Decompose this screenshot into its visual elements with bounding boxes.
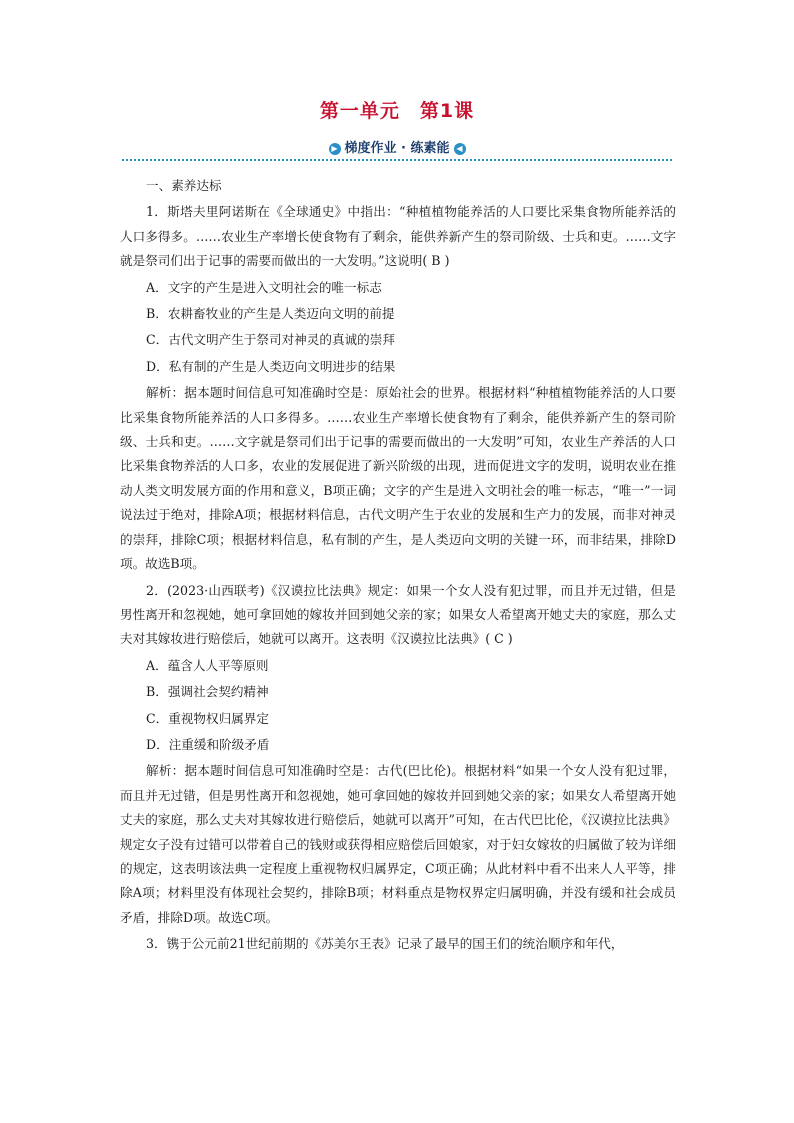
question-option: A．蕴含人人平等原则 bbox=[146, 657, 269, 673]
section-banner bbox=[122, 140, 672, 160]
document-body bbox=[120, 174, 676, 957]
question-option: C．重视物权归属界定 bbox=[146, 710, 269, 726]
section-heading: 一、素养达标 bbox=[146, 178, 222, 193]
banner-text: 梯度作业 · 练素能 bbox=[344, 141, 450, 156]
question-option: A．文字的产生是进入文明社会的唯一标志 bbox=[146, 279, 382, 295]
question-option: D．私有制的产生是人类迈向文明进步的结果 bbox=[146, 358, 396, 374]
question-option: B．农耕畜牧业的产生是人类迈向文明的前提 bbox=[146, 306, 395, 322]
play-right-icon: ▶ bbox=[329, 143, 341, 155]
question-analysis: 解析：据本题时间信息可知准确时空是：古代(巴比伦)。根据材料“如果一个女人没有犯过罪，而且并无过错，但是男性离开和忽视她，她可拿回她的嫁妆并回到她父亲的家；如果女人希望离开她丈夫的家庭，那么丈夫对其嫁妆进行赔偿后，她就可以离开”可知，在古代巴比伦，《汉谟拉比法典》规定女子没有过错可以带着自己的钱财或获得相应赔偿后回娘家，对于妇女嫁妆的归属做了较为详细的规定，这表明该法典一定程度上重视物权归属界定，C项正确；从此材料中看不出来人人平等，排除A项；材料里没有体现社会契约，排除B项；材料重点是物权界定归属明确，并没有缓和社会成员矛盾，排除D项。故选C项。 bbox=[120, 763, 676, 925]
question-option: C．古代文明产生于祭司对神灵的真诚的崇拜 bbox=[146, 332, 395, 348]
question-stem: 2．(2023·山西联考)《汉谟拉比法典》规定：如果一个女人没有犯过罪，而且并无过错，但是男性离开和忽视她，她可拿回她的嫁妆并回到她父亲的家；如果女人希望离开她丈夫的家庭，那么丈夫对其嫁妆进行赔偿后，她就可以离开。这表明《汉谟拉比法典》( C ) bbox=[120, 582, 676, 647]
question-option: B．强调社会契约精神 bbox=[146, 684, 269, 700]
question-stem: 1．斯塔夫里阿诺斯在《全球通史》中指出：“种植植物能养活的人口要比采集食物所能养活的人口多得多。……农业生产率增长使食物有了剩余，能供养新产生的祭司阶级、士兵和吏。……文字就是祭司们出于记事的需要而做出的一大发明。”这说明( B ) bbox=[120, 204, 676, 269]
question-option: D．注重缓和阶级矛盾 bbox=[146, 736, 270, 752]
question-analysis: 解析：据本题时间信息可知准确时空是：原始社会的世界。根据材料“种植植物能养活的人口要比采集食物所能养活的人口多得多。……农业生产率增长使食物有了剩余，能供养新产生的祭司阶级、士兵和吏。……文字就是祭司们出于记事的需要而做出的一大发明”可知，农业生产养活的人口比采集食物养活的人口多，农业的发展促进了新兴阶级的出现，进而促进文字的发明，说明农业在推动人类文明发展方面的作用和意义，B项正确；文字的产生是进入文明社会的唯一标志，“唯一”一词说法过于绝对，排除A项；根据材料信息，古代文明产生于农业的发展和生产力的发展，而非对神灵的崇拜，排除C项；根据材料信息，私有制的产生，是人类迈向文明的关键一环，而非结果，排除D项。故选B项。 bbox=[120, 385, 676, 572]
page-title: 第一单元 第1课 bbox=[319, 100, 475, 122]
dotted-divider bbox=[122, 159, 672, 161]
play-left-icon: ◀ bbox=[454, 143, 466, 155]
banner-label bbox=[122, 140, 672, 158]
question-stem: 3．镌于公元前21世纪前期的《苏美尔王表》记录了最早的国王们的统治顺序和年代， bbox=[146, 936, 624, 952]
